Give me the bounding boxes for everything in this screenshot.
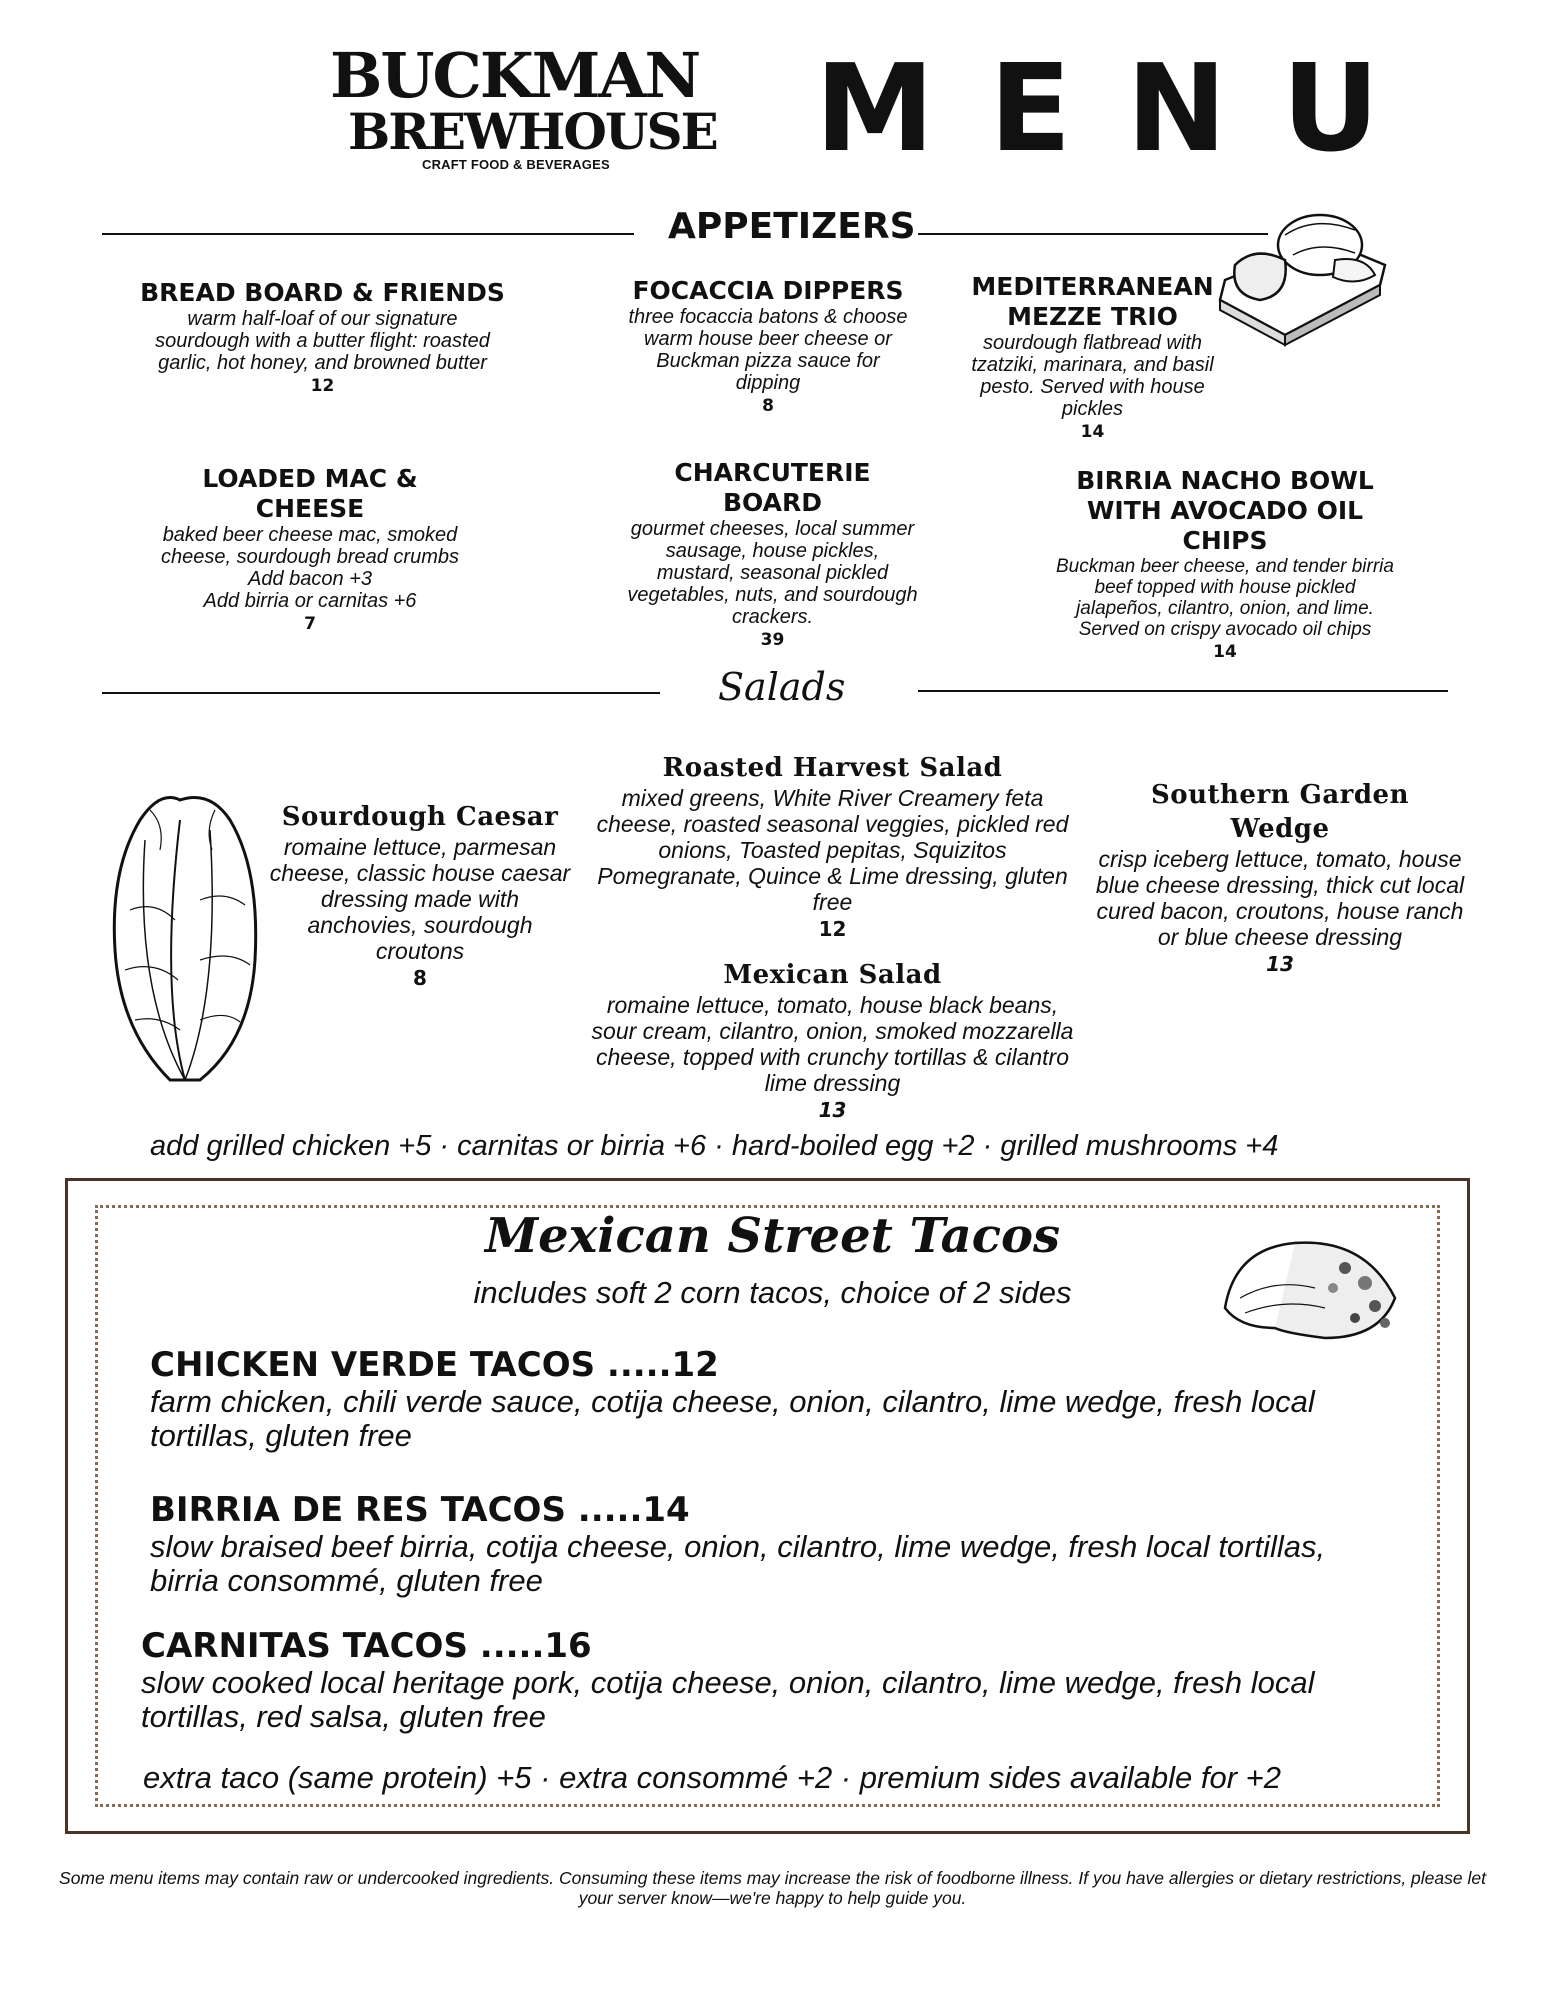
- appetizer-item: [135, 278, 510, 398]
- taco-item: [150, 1490, 1380, 1598]
- item-name: LOADED MAC & CHEESE: [202, 464, 418, 523]
- salad-item: [590, 958, 1075, 1124]
- salad-price: 13: [818, 1098, 847, 1122]
- salad-item: [590, 751, 1075, 943]
- taco-description: slow cooked local heritage pork, cotija cheese, onion, cilantro, lime wedge, fresh local tortillas, red salsa, gluten free: [141, 1665, 1315, 1734]
- item-price: 14: [1213, 642, 1237, 662]
- item-name: MEDITERRANEAN MEZZE TRIO: [971, 272, 1214, 331]
- salad-price: 12: [818, 917, 847, 941]
- appetizer-item: [628, 276, 908, 418]
- salad-description: romaine lettuce, parmesan cheese, classic house caesar dressing made with anchovies, sourdough croutons: [269, 834, 571, 964]
- divider-left: [102, 233, 634, 235]
- item-description: sourdough flatbread with tzatziki, marinara, and basil pesto. Served with house pickles: [971, 332, 1214, 420]
- item-addon: Add birria or carnitas +6: [203, 590, 417, 612]
- salad-name: Roasted Harvest Salad: [662, 753, 1003, 783]
- item-price: 39: [760, 630, 785, 650]
- salad-name: Southern Garden Wedge: [1150, 780, 1409, 844]
- tacos-heading: Mexican Street Tacos: [484, 1208, 1061, 1264]
- taco-name: BIRRIA DE RES TACOS .....14: [150, 1490, 690, 1530]
- item-description: three focaccia batons & choose warm house beer cheese or Buckman pizza sauce for dipping: [628, 306, 908, 394]
- taco-illustration-icon: [1215, 1228, 1405, 1348]
- salad-description: mixed greens, White River Creamery feta cheese, roasted seasonal veggies, pickled red onions, Toasted pepitas, Squizitos Pomegranate, Quince & Lime dressing, gluten free: [596, 785, 1069, 915]
- appetizer-item: [1050, 466, 1400, 664]
- taco-item: [141, 1626, 1411, 1734]
- logo-line1: BUCKMAN: [330, 39, 700, 112]
- appetizer-item: [150, 464, 470, 636]
- salad-description: crisp iceberg lettuce, tomato, house blue cheese dressing, thick cut local cured bacon, croutons, house ranch or blue cheese dressing: [1095, 846, 1465, 950]
- item-name: BREAD BOARD & FRIENDS: [140, 278, 505, 307]
- taco-name: CHICKEN VERDE TACOS .....12: [150, 1345, 719, 1385]
- item-addon: Add bacon +3: [248, 568, 372, 590]
- taco-extras: extra taco (same protein) +5 · extra consommé +2 · premium sides available for +2: [143, 1760, 1282, 1795]
- tacos-subtitle: includes soft 2 corn tacos, choice of 2 sides: [473, 1275, 1072, 1310]
- salad-name: Mexican Salad: [723, 960, 942, 990]
- divider-right: [918, 690, 1448, 692]
- appetizers-heading: APPETIZERS: [668, 206, 916, 247]
- item-price: 7: [304, 614, 316, 634]
- salad-addons: add grilled chicken +5 · carnitas or birria +6 · hard-boiled egg +2 · grilled mushrooms +4: [150, 1130, 1279, 1162]
- salad-price: 13: [1266, 952, 1294, 976]
- item-name: BIRRIA NACHO BOWL WITH AVOCADO OIL CHIPS: [1076, 466, 1374, 555]
- item-description: baked beer cheese mac, smoked cheese, sourdough bread crumbs: [161, 524, 459, 568]
- taco-description: farm chicken, chili verde sauce, cotija cheese, onion, cilantro, lime wedge, fresh local tortillas, gluten free: [150, 1384, 1315, 1453]
- logo-tagline: CRAFT FOOD & BEVERAGES: [422, 157, 610, 172]
- item-price: 12: [310, 376, 335, 396]
- divider-left: [102, 692, 660, 694]
- salads-heading: Salads: [718, 665, 846, 709]
- brand-logo: [330, 39, 717, 195]
- appetizer-item: [625, 458, 920, 652]
- item-name: CHARCUTERIE BOARD: [674, 458, 871, 517]
- item-price: 14: [1080, 422, 1105, 442]
- item-price: 8: [762, 396, 774, 416]
- item-name: FOCACCIA DIPPERS: [632, 276, 904, 305]
- taco-name: CARNITAS TACOS .....16: [141, 1626, 592, 1666]
- taco-description: slow braised beef birria, cotija cheese, onion, cilantro, lime wedge, fresh local tortillas, birria consommé, gluten free: [150, 1529, 1326, 1598]
- romaine-lettuce-illustration-icon: [100, 790, 270, 1090]
- salad-item: [1090, 778, 1470, 978]
- appetizer-item: [960, 272, 1225, 444]
- salad-name: Sourdough Caesar: [281, 802, 559, 832]
- taco-item: [150, 1345, 1420, 1453]
- menu-title: MENU: [815, 40, 1435, 179]
- salad-price: 8: [413, 966, 427, 990]
- allergy-disclaimer: Some menu items may contain raw or undercooked ingredients. Consuming these items may increase the risk of foodborne illness. If you have allergies or dietary restrictions, please let your server know—we're happy to help guide you.: [59, 1868, 1486, 1908]
- item-description: warm half-loaf of our signature sourdough with a butter flight: roasted garlic, hot honey, and browned butter: [155, 308, 490, 374]
- salad-description: romaine lettuce, tomato, house black beans, sour cream, cilantro, onion, smoked mozzarella cheese, topped with crunchy tortillas & cilantro lime dressing: [591, 992, 1074, 1096]
- item-description: Buckman beer cheese, and tender birria beef topped with house pickled jalapeños, cilantro, onion, and lime. Served on crispy avocado oil chips: [1056, 556, 1394, 640]
- salad-item: [265, 800, 575, 992]
- item-description: gourmet cheeses, local summer sausage, house pickles, mustard, seasonal pickled vegetables, nuts, and sourdough crackers.: [627, 518, 918, 628]
- bread-board-illustration-icon: [1215, 205, 1395, 350]
- logo-line2: BREWHOUSE: [348, 102, 717, 161]
